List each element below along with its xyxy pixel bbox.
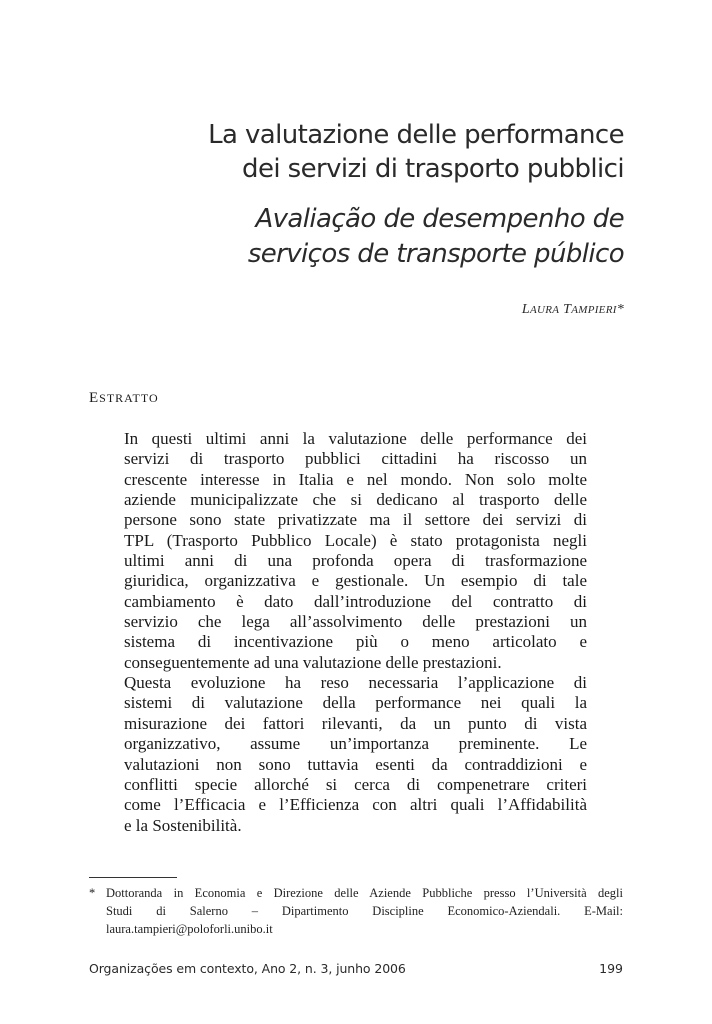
footnote — [89, 884, 623, 938]
abstract-line: sistemi di valutazione della performance nei quali la — [124, 693, 587, 713]
portuguese-title-line-2: serviços de transporte público — [247, 239, 624, 269]
abstract-line: conseguentemente ad una valutazione delle prestazioni. — [124, 652, 502, 672]
portuguese-title — [104, 202, 624, 272]
italian-title-line-1: La valutazione delle performance — [208, 120, 624, 150]
author-first-rest: AURA — [530, 304, 560, 316]
footnote-marker: * — [89, 886, 96, 900]
abstract-line: misurazione dei fattori rilevanti, da un punto di vista — [124, 713, 587, 733]
journal-citation: Organizações em contexto, Ano 2, n. 3, junho 2006 — [89, 961, 406, 976]
abstract-line: Questa evoluzione ha reso necessaria l’applicazione di — [124, 673, 587, 693]
section-heading-estratto — [89, 390, 159, 407]
abstract-line: persone sono state privatizzate ma il settore dei servizi di — [124, 510, 587, 530]
footnote-email: laura.tampieri@poloforli.unibo.it — [106, 922, 273, 936]
section-heading-initial: E — [89, 390, 100, 406]
author-last-initial: T — [563, 302, 572, 317]
abstract-line: giuridica, organizzativa e gestionale. Un esempio di tale — [124, 571, 587, 591]
abstract-paragraph — [124, 429, 587, 836]
abstract-line: crescente interesse in Italia e nel mondo. Non solo molte — [124, 469, 587, 489]
page-number: 199 — [599, 961, 623, 976]
article-title-block — [104, 118, 624, 272]
abstract-line: TPL (Trasporto Pubblico Locale) è stato protagonista negli — [124, 530, 587, 550]
footnote-divider — [89, 877, 177, 878]
author-first-initial: L — [521, 302, 530, 317]
footnote-line: Dottoranda in Economia e Direzione delle Aziende Pubbliche presso l’Università degli — [106, 886, 623, 900]
abstract-line: cambiamento è dato dall’introduzione del contratto di — [124, 591, 587, 611]
italian-title — [104, 118, 624, 186]
portuguese-title-line-1: Avaliação de desempenho de — [255, 204, 624, 234]
abstract-line: servizi di trasporto pubblici cittadini ha riscosso un — [124, 449, 587, 469]
abstract-line: e la Sostenibilità. — [124, 815, 242, 835]
footnote-line: Studi di Salerno – Dipartimento Discipline Economico-Aziendali. E-Mail: — [106, 904, 623, 918]
abstract-line: conflitti specie allorché si cerca di compenetrare criteri — [124, 774, 587, 794]
italian-title-line-2: dei servizi di trasporto pubblici — [242, 154, 624, 184]
footnote-body — [106, 884, 623, 938]
abstract-line: servizio che lega all’assolvimento delle prestazioni un — [124, 612, 587, 632]
abstract-line: In questi ultimi anni la valutazione delle performance dei — [124, 429, 587, 448]
abstract-line: sistema di incentivazione più o meno articolato e — [124, 632, 587, 652]
author-footnote-marker: * — [616, 302, 624, 317]
author-last-rest: AMPIERI — [571, 304, 617, 316]
abstract-line: aziende municipalizzate che si dedicano al trasporto delle — [124, 490, 587, 510]
section-heading-rest: STRATTO — [99, 391, 159, 405]
abstract-line: ultimi anni di una profonda opera di trasformazione — [124, 551, 587, 571]
abstract-line: valutazioni non sono tuttavia esenti da contraddizioni e — [124, 754, 587, 774]
abstract-line: come l’Efficacia e l’Efficienza con altri quali l’Affidabilità — [124, 795, 587, 815]
author-name — [522, 302, 624, 318]
abstract-line: organizzativo, assume un’importanza preminente. Le — [124, 734, 587, 754]
